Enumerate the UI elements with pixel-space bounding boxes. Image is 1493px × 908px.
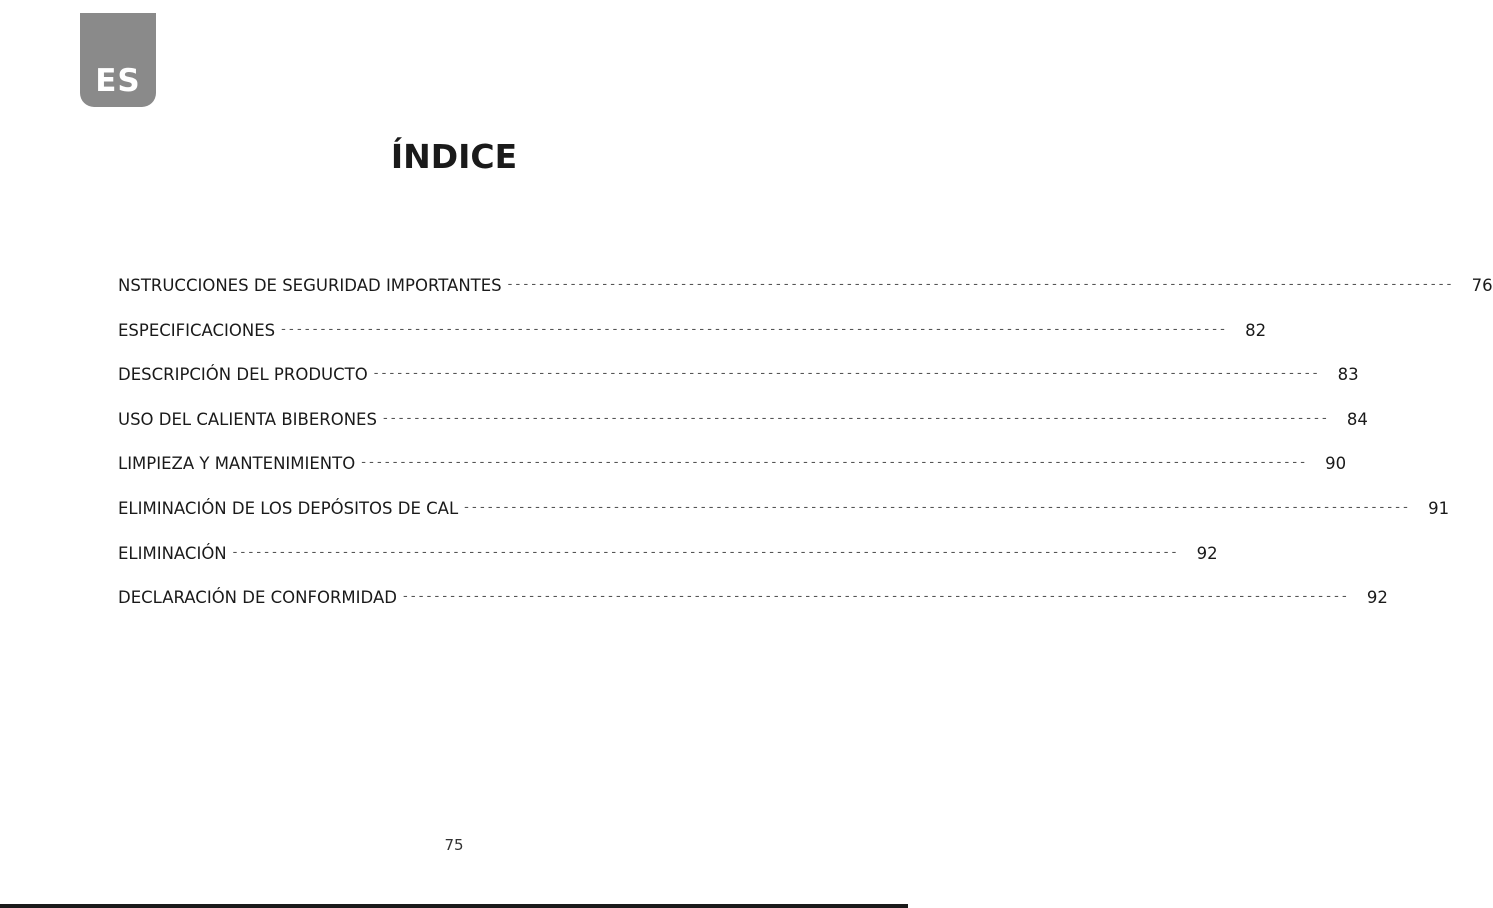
language-tab	[80, 13, 156, 107]
toc-entry-page: 84	[1346, 409, 1368, 429]
toc-entry-page: 82	[1245, 320, 1267, 340]
toc-entry[interactable]	[118, 543, 1218, 589]
toc-entry-label: ESPECIFICACIONES	[118, 320, 276, 340]
toc-entry[interactable]	[118, 588, 1388, 633]
page-number: 75	[444, 836, 464, 854]
dot-leader: ------------------------------------------------------------------------------------------------------------------------	[281, 321, 1229, 337]
toc-entry-label: USO DEL CALIENTA BIBERONES	[118, 409, 377, 429]
toc-entry[interactable]	[118, 365, 1359, 410]
toc-entry-page: 92	[1196, 543, 1218, 563]
toc-entry[interactable]	[118, 409, 1368, 455]
table-of-contents	[118, 276, 1493, 633]
dot-leader: ------------------------------------------------------------------------------------------------------------------------	[361, 455, 1309, 471]
dot-leader: ------------------------------------------------------------------------------------------------------------------------	[464, 499, 1412, 515]
toc-entry-page: 83	[1337, 365, 1359, 385]
toc-entry[interactable]	[118, 320, 1267, 366]
toc-entry-page: 91	[1428, 498, 1450, 518]
toc-entry[interactable]	[118, 276, 1493, 321]
dot-leader: ------------------------------------------------------------------------------------------------------------------------	[507, 277, 1455, 292]
dot-leader: ------------------------------------------------------------------------------------------------------------------------	[382, 410, 1330, 426]
toc-entry-page: 90	[1325, 454, 1347, 474]
bottom-rule	[0, 904, 908, 908]
toc-entry-page: 76	[1471, 276, 1493, 295]
dot-leader: ------------------------------------------------------------------------------------------------------------------------	[373, 366, 1321, 382]
page-title: ÍNDICE	[390, 137, 518, 176]
toc-entry-label: LIMPIEZA Y MANTENIMIENTO	[118, 454, 356, 474]
toc-entry-label: DESCRIPCIÓN DEL PRODUCTO	[118, 365, 368, 385]
toc-entry[interactable]	[118, 454, 1347, 499]
toc-entry[interactable]	[118, 498, 1450, 544]
toc-entry-page: 92	[1366, 588, 1388, 608]
toc-entry-label: NSTRUCCIONES DE SEGURIDAD IMPORTANTES	[118, 276, 502, 295]
dot-leader: ------------------------------------------------------------------------------------------------------------------------	[232, 544, 1180, 560]
toc-entry-label: DECLARACIÓN DE CONFORMIDAD	[118, 588, 397, 608]
toc-entry-label: ELIMINACIÓN DE LOS DEPÓSITOS DE CAL	[118, 498, 459, 518]
language-tab-label: ES	[95, 63, 141, 99]
toc-entry-label: ELIMINACIÓN	[118, 543, 227, 563]
dot-leader: ------------------------------------------------------------------------------------------------------------------------	[402, 589, 1350, 605]
